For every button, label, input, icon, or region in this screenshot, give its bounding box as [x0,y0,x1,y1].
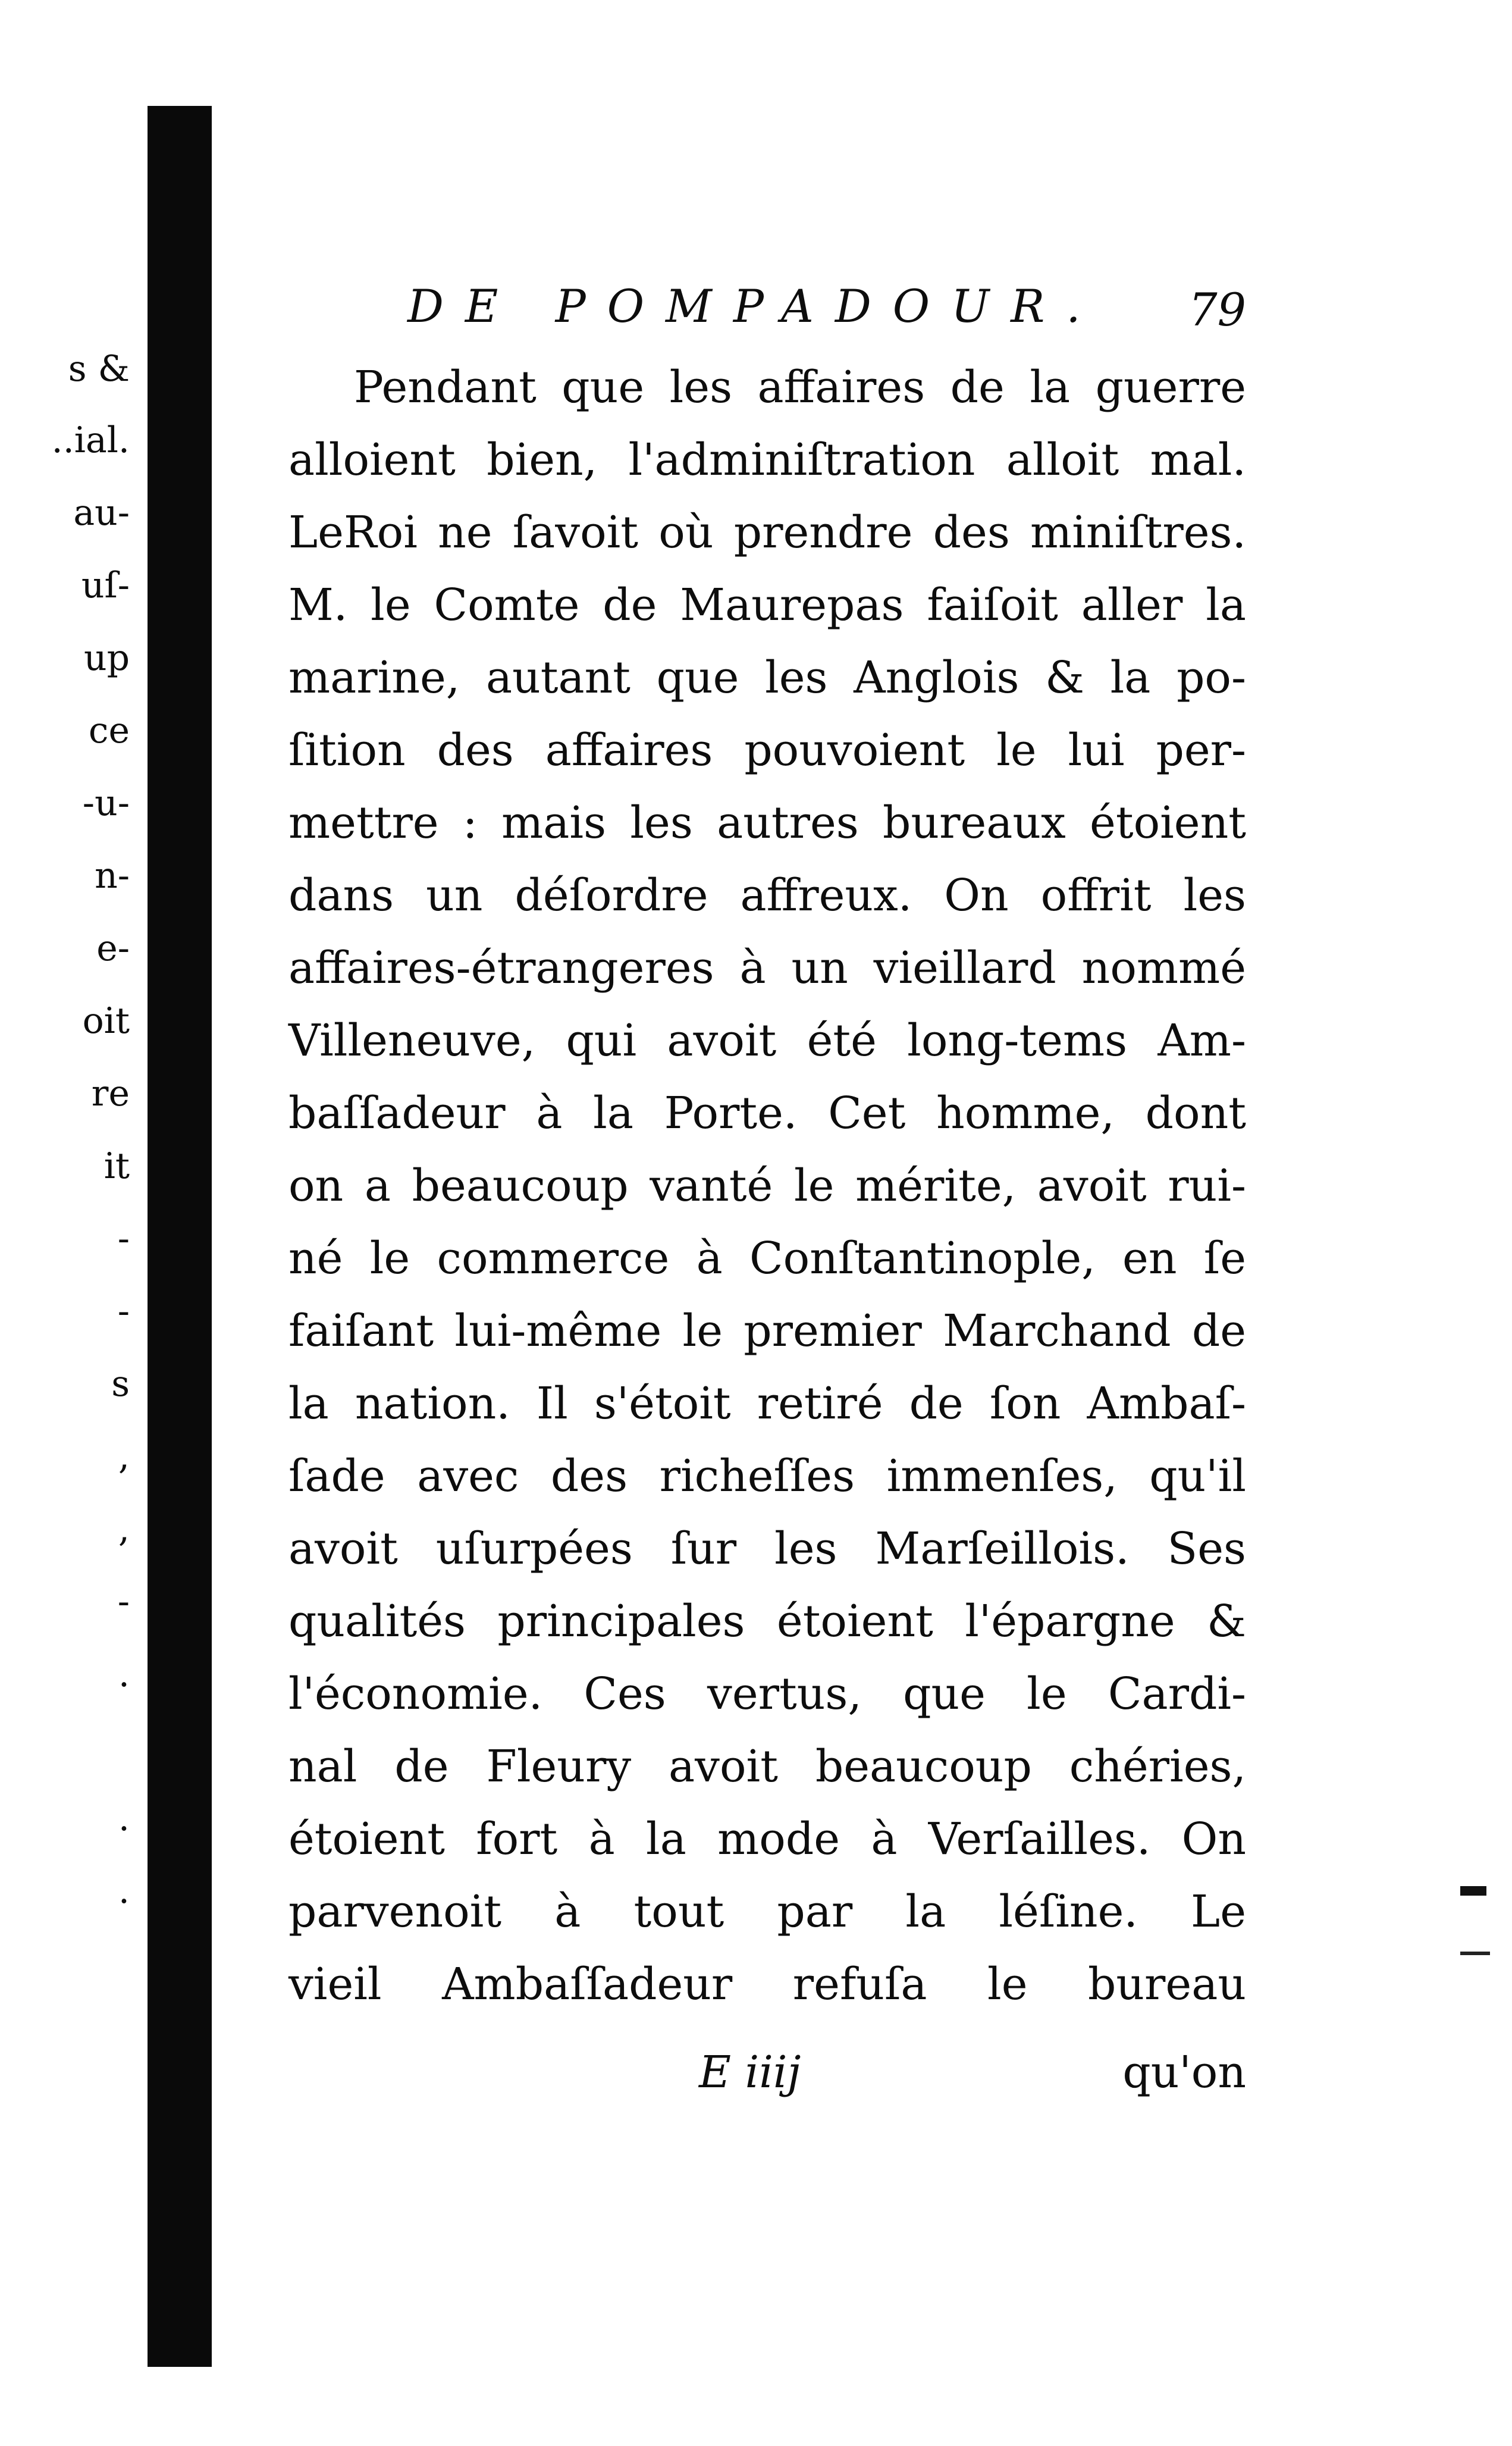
margin-fragment: - [117,1291,130,1332]
text-line: faiſant lui-même le premier Marchand de [288,1305,1246,1357]
page-footer [288,2047,1246,2112]
text-line: ſition des affaires pouvoient le lui per- [288,725,1246,776]
text-line: nal de Fleury avoit beaucoup chéries, [288,1741,1246,1792]
text-line: parvenoit à tout par la léſine. Le [288,1886,1246,1937]
margin-fragment: uſ- [81,565,130,606]
text-line: né le commerce à Conſtantinople, en ſe [288,1233,1246,1284]
margin-fragment: re [91,1073,130,1114]
text-line: l'économie. Ces vertus, que le Cardi- [288,1668,1246,1720]
text-line: Villeneuve, qui avoit été long-tems Am- [288,1015,1246,1066]
margin-fragment: au- [73,492,130,534]
margin-fragment: ce [88,710,130,751]
text-line: on a beaucoup vanté le mérite, avoit rui- [288,1160,1246,1211]
text-line: ſade avec des richeſſes immenſes, qu'il [288,1451,1246,1502]
margin-fragment: . [118,1870,130,1912]
text-line: affaires-étrangeres à un vieillard nommé [288,942,1246,994]
margin-fragment: -u- [82,782,130,824]
margin-fragment: e- [96,928,130,969]
text-line: baſſadeur à la Porte. Cet homme, dont [288,1088,1246,1139]
page-number: 79 [1188,283,1246,336]
text-line: qualités principales étoient l'épargne & [288,1596,1246,1647]
text-line: étoient fort à la mode à Verſailles. On [288,1814,1246,1865]
page-header [288,274,1246,339]
margin-fragment: oit [82,1000,130,1042]
margin-fragment: , [118,1436,130,1477]
text-line: alloient bien, l'adminiſtration alloit mal. [288,434,1246,486]
body-text [288,351,1246,2035]
margin-fragment: it [103,1145,130,1187]
right-edge-marks [1460,1886,1496,1975]
binding-gutter-shadow [148,106,212,2367]
margin-fragment: . [118,1653,130,1695]
margin-fragment: s & [68,348,130,390]
margin-fragment: up [83,637,130,679]
text-line: mettre : mais les autres bureaux étoient [288,797,1246,848]
margin-fragment: , [118,1508,130,1550]
text-line: M. le Comte de Maurepas faiſoit aller la [288,580,1246,631]
edge-mark [1460,1952,1490,1955]
signature-mark: E iiij [699,2047,801,2098]
text-line: LeRoi ne ſavoit où prendre des miniſtres. [288,507,1246,558]
text-line: marine, autant que les Anglois & la po- [288,652,1246,703]
text-line: dans un déſordre affreux. On offrit les [288,870,1246,921]
text-line: la nation. Il s'étoit retiré de ſon Ambaſ- [288,1378,1246,1429]
margin-fragment: n- [95,855,130,897]
text-line: Pendant que les affaires de la guerre [354,362,1246,413]
margin-fragment: - [117,1218,130,1260]
margin-fragment: ..ial. [51,419,130,461]
margin-fragment: - [117,1581,130,1623]
catchword: qu'on [1122,2047,1246,2098]
margin-fragment: . [118,1797,130,1839]
edge-mark [1460,1886,1486,1896]
margin-fragment: s [111,1363,130,1405]
running-title: DE POMPADOUR. [407,280,1102,333]
text-line: vieil Ambaſſadeur refuſa le bureau [288,1959,1246,2010]
text-line: avoit uſurpées ſur les Marſeillois. Ses [288,1523,1246,1574]
